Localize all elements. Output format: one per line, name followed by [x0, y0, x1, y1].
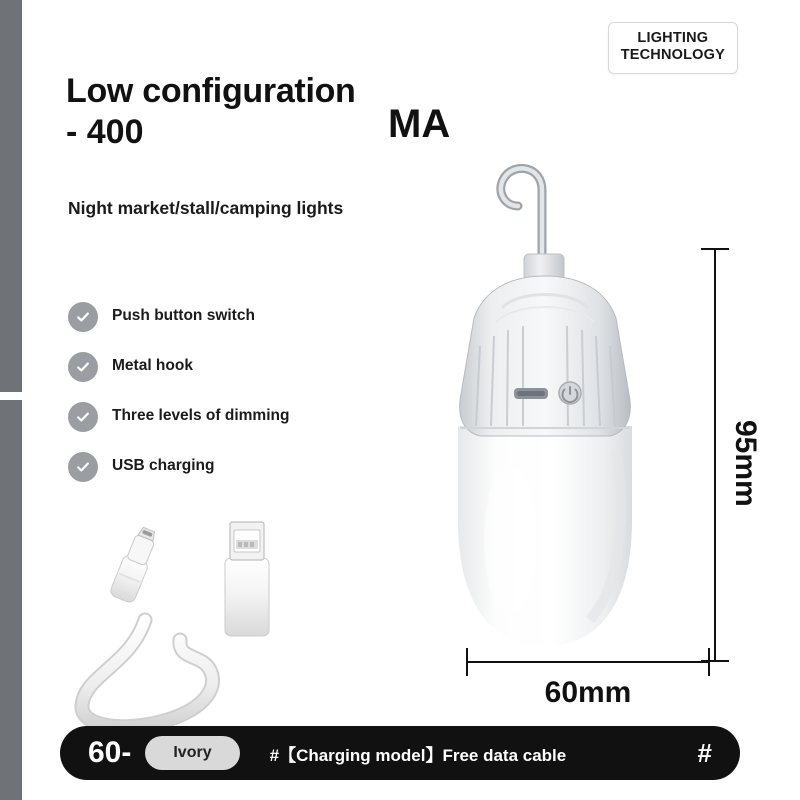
- dimension-cap-left: [466, 648, 468, 676]
- promo-note: #【Charging model】Free data cable: [269, 745, 567, 765]
- feature-list: [68, 302, 368, 482]
- dimension-cap-top: [701, 248, 729, 250]
- left-edge-strip-bottom: [0, 400, 22, 800]
- width-dimension-label: 60mm: [544, 676, 632, 709]
- bottom-price-bar: [60, 726, 740, 780]
- list-item: [68, 452, 368, 482]
- color-option-chip[interactable]: Ivory: [145, 736, 239, 770]
- check-icon: [68, 402, 98, 432]
- check-icon: [68, 352, 98, 382]
- feature-label: USB charging: [112, 457, 215, 474]
- page-subtitle: Night market/stall/camping lights: [68, 198, 344, 218]
- title-line-2: - 400: [66, 113, 144, 151]
- left-edge-strip-top: [0, 0, 22, 392]
- hash-icon: #: [697, 737, 712, 768]
- feature-label: Three levels of dimming: [112, 407, 290, 424]
- list-item: [68, 402, 368, 432]
- check-icon: [68, 452, 98, 482]
- brand-badge-line1: LIGHTING: [637, 30, 709, 46]
- brand-badge: [608, 22, 738, 74]
- title-line-1: Low configuration: [66, 72, 356, 110]
- height-dimension-label: 95mm: [729, 420, 762, 507]
- led-bulb-image: [430, 150, 660, 680]
- height-dimension-line: [714, 248, 716, 662]
- list-item: [68, 302, 368, 332]
- title-suffix: MA: [388, 102, 451, 146]
- dimension-cap-right: [708, 648, 710, 676]
- width-dimension-line: [466, 661, 710, 663]
- feature-label: Metal hook: [112, 357, 193, 374]
- brand-badge-line2: TECHNOLOGY: [620, 47, 725, 64]
- price-label: 60-: [88, 736, 132, 769]
- usb-cable-image: [60, 500, 380, 730]
- feature-label: Push button switch: [112, 307, 255, 324]
- check-icon: [68, 302, 98, 332]
- list-item: [68, 352, 368, 382]
- page-title: [66, 72, 496, 152]
